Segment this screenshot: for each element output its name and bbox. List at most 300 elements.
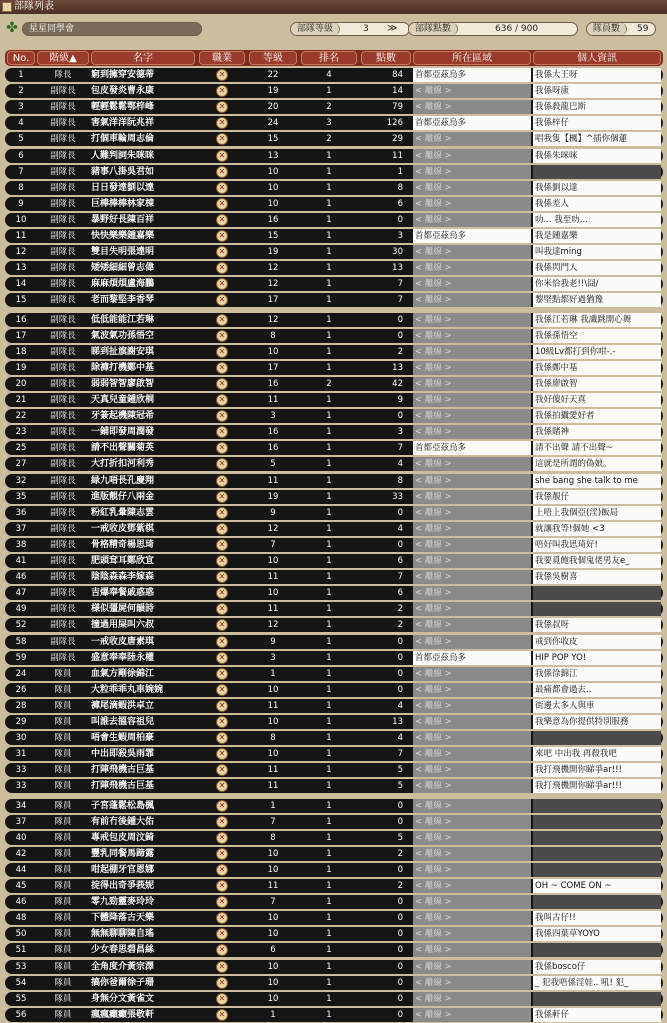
crossed-swords-icon: ✕ [216, 523, 228, 535]
row-info: 我係朱咪咪 [533, 149, 661, 163]
row-job [199, 68, 245, 82]
row-level: 8 [270, 330, 276, 341]
row-name: 請不出聲關菊英 [91, 443, 155, 454]
row-area: < 離線 > [413, 799, 531, 813]
table-row[interactable] [5, 313, 663, 327]
row-level: 15 [267, 231, 279, 241]
row-no: 29 [15, 717, 27, 727]
row-ranking: 1 [326, 314, 332, 325]
table-row[interactable] [5, 651, 663, 665]
header-no[interactable]: No. [7, 51, 35, 65]
row-info: 我樂意為你提供特別服務 [533, 715, 661, 729]
crossed-swords-icon: ✕ [216, 848, 228, 860]
table-row[interactable] [5, 715, 663, 729]
table-row[interactable] [5, 149, 663, 163]
crossed-swords-icon: ✕ [216, 571, 228, 583]
row-area: < 離線 > [413, 361, 531, 375]
row-job [199, 490, 245, 504]
table-row[interactable] [5, 116, 663, 130]
row-name: 中出即殺吳雨霏 [91, 749, 155, 760]
row-area: < 離線 > [413, 667, 531, 681]
table-row[interactable] [5, 329, 663, 343]
table-row[interactable] [5, 181, 663, 195]
row-points: 0 [397, 411, 403, 422]
row-points: 14 [392, 86, 403, 97]
row-points: 0 [397, 684, 403, 695]
row-level: 10 [267, 717, 279, 727]
row-info [533, 943, 661, 957]
table-row[interactable] [5, 345, 663, 359]
row-ranking: 2 [326, 102, 332, 113]
row-area: < 離線 > [413, 84, 531, 98]
table-row[interactable] [5, 425, 663, 439]
table-row[interactable] [5, 570, 663, 584]
row-no: 41 [15, 556, 27, 566]
table-row[interactable] [5, 165, 663, 179]
crossed-swords-icon: ✕ [216, 668, 228, 680]
row-level: 12 [267, 523, 279, 534]
table-row[interactable] [5, 992, 663, 1006]
row-info: 我係吳樹喜 [533, 570, 661, 584]
table-row[interactable] [5, 815, 663, 829]
row-no: 4 [18, 118, 24, 129]
row-area: < 離線 > [413, 602, 531, 616]
header-rank[interactable]: 階級▲ [37, 51, 89, 65]
row-level: 10 [267, 182, 279, 193]
row-name: 包皮發炎曹永康 [91, 86, 155, 97]
row-level: 12 [267, 263, 279, 274]
table-row[interactable] [5, 441, 663, 455]
table-row[interactable] [5, 586, 663, 600]
row-area: < 離線 > [413, 895, 531, 909]
leaf-icon: ✤ [6, 20, 18, 36]
row-points: 8 [397, 182, 403, 193]
row-info [533, 992, 661, 1006]
row-name: 一戒收皮鄧紫棋 [91, 523, 155, 534]
row-area: < 離線 > [413, 943, 531, 957]
row-ranking: 4 [326, 70, 332, 80]
row-no: 37 [15, 816, 27, 827]
row-job [199, 715, 245, 729]
row-info: 最痛都會過去.. [533, 683, 661, 697]
row-level: 10 [267, 749, 279, 760]
row-info [533, 895, 661, 909]
row-rank: 隊員 [54, 848, 72, 859]
row-ranking: 1 [326, 279, 332, 290]
crossed-swords-icon: ✕ [216, 832, 228, 844]
row-name: 打陣飛機古巨基 [91, 765, 155, 776]
row-name: 子宮蓬鬆松島楓 [91, 800, 155, 811]
row-job [199, 277, 245, 291]
table-row[interactable] [5, 683, 663, 697]
row-job [199, 313, 245, 327]
row-job [199, 847, 245, 861]
crossed-swords-icon: ✕ [216, 214, 228, 226]
table-row[interactable] [5, 457, 663, 471]
table-row[interactable] [5, 84, 663, 98]
table-row[interactable] [5, 927, 663, 941]
row-name: 少女春思碧昌絲 [91, 945, 155, 956]
row-rank: 副隊長 [50, 166, 76, 177]
row-name: 零九勁靈麥玲玲 [91, 897, 155, 908]
row-name: 粉紅乳暈陳志雲 [91, 507, 155, 518]
crossed-swords-icon: ✕ [216, 166, 228, 178]
crossed-swords-icon: ✕ [216, 944, 228, 956]
row-info: 我係差人 [533, 197, 661, 211]
row-info: 黎堅點都好過猶豫 [533, 293, 661, 307]
crossed-swords-icon: ✕ [216, 748, 228, 760]
row-area: < 離線 > [413, 554, 531, 568]
row-name: 雙目失明張達明 [91, 247, 155, 258]
row-area: < 離線 > [413, 377, 531, 391]
row-points: 84 [392, 70, 403, 80]
row-job [199, 927, 245, 941]
row-name: 窮到擁穿安德蒂 [91, 70, 155, 80]
row-no: 44 [15, 864, 27, 875]
row-ranking: 1 [326, 800, 332, 811]
row-level: 11 [267, 765, 279, 776]
table-row[interactable] [5, 132, 663, 146]
row-info: 10級Lv都打到你咁-.- [533, 345, 661, 359]
row-level: 1 [270, 1009, 276, 1020]
row-area: < 離線 > [413, 635, 531, 649]
row-points: 2 [397, 881, 403, 891]
row-rank: 副隊長 [50, 636, 76, 647]
row-job [199, 116, 245, 130]
table-row[interactable] [5, 911, 663, 925]
row-job [199, 667, 245, 681]
table-row[interactable] [5, 522, 663, 536]
table-row[interactable] [5, 261, 663, 275]
row-points: 0 [397, 636, 403, 647]
row-ranking: 1 [326, 247, 332, 258]
row-ranking: 1 [326, 961, 332, 972]
table-row[interactable] [5, 490, 663, 504]
window-title: 部隊列表 [14, 1, 54, 12]
row-level: 5 [270, 459, 276, 470]
table-row[interactable] [5, 847, 663, 861]
row-area: < 離線 > [413, 293, 531, 307]
row-info: 我係梓仔 [533, 116, 661, 130]
row-name: 害氣洋洋阮兆祥 [91, 118, 155, 129]
table-row[interactable] [5, 976, 663, 990]
row-points: 9 [397, 395, 403, 405]
row-job [199, 618, 245, 632]
crossed-swords-icon: ✕ [216, 69, 228, 81]
table-row[interactable] [5, 879, 663, 893]
row-info: 我係大王呀 [533, 68, 661, 82]
row-info: 我係殺龍巴斯 [533, 100, 661, 114]
row-name: 肥頭耷耳鄭欣宜 [91, 556, 155, 566]
row-job [199, 602, 245, 616]
table-row[interactable] [5, 747, 663, 761]
table-row[interactable] [5, 393, 663, 407]
row-rank: 副隊長 [50, 263, 76, 274]
row-ranking: 1 [326, 749, 332, 760]
row-area: 首都亞茲烏多 [413, 651, 531, 665]
row-name: 全角度介黃宗澤 [91, 961, 155, 972]
table-row[interactable] [5, 197, 663, 211]
row-ranking: 1 [326, 395, 332, 405]
row-info [533, 831, 661, 845]
crossed-swords-icon: ✕ [216, 378, 228, 390]
row-area: < 離線 > [413, 313, 531, 327]
row-ranking: 1 [326, 263, 332, 274]
table-row[interactable] [5, 100, 663, 114]
row-level: 9 [270, 507, 276, 518]
row-level: 8 [270, 733, 276, 744]
table-row[interactable] [5, 895, 663, 909]
table-row[interactable] [5, 277, 663, 291]
row-no: 11 [15, 231, 27, 241]
row-level: 6 [270, 945, 276, 956]
row-points: 5 [397, 765, 403, 776]
row-points: 7 [397, 443, 403, 454]
row-area: < 離線 > [413, 1008, 531, 1022]
row-job [199, 197, 245, 211]
row-area: < 離線 > [413, 474, 531, 488]
header-job[interactable]: 職業 [199, 51, 245, 65]
table-row[interactable] [5, 699, 663, 713]
row-name: 褲尾滴蝦洪卓立 [91, 700, 155, 711]
row-ranking: 1 [326, 166, 332, 177]
table-row[interactable] [5, 245, 663, 259]
row-info: 這就是所謂的偽娘。 [533, 457, 661, 471]
row-area: < 離線 > [413, 149, 531, 163]
row-info: 來吧 中出我 再殺我吧 [533, 747, 661, 761]
row-rank: 副隊長 [50, 378, 76, 389]
row-level: 7 [270, 897, 276, 908]
row-rank: 隊員 [54, 897, 72, 908]
row-ranking: 1 [326, 604, 332, 615]
row-points: 3 [397, 231, 403, 241]
crossed-swords-icon: ✕ [216, 961, 228, 973]
row-name: 天真兒童鍾欣桐 [91, 395, 155, 405]
row-no: 45 [15, 881, 27, 891]
row-no: 1 [18, 70, 24, 80]
row-area: < 離線 > [413, 538, 531, 552]
squad-name-field [22, 22, 202, 36]
row-area: < 離線 > [413, 457, 531, 471]
row-job [199, 763, 245, 777]
row-level: 11 [267, 475, 279, 486]
row-name: 大打折扣河利秀 [91, 459, 155, 470]
row-no: 52 [15, 620, 27, 631]
table-row[interactable] [5, 1008, 663, 1022]
row-no: 13 [15, 263, 27, 274]
row-job [199, 635, 245, 649]
row-ranking: 1 [326, 765, 332, 776]
row-job [199, 522, 245, 536]
row-name: 巨棒棒棒林家棟 [91, 198, 155, 209]
row-area: < 離線 > [413, 213, 531, 227]
crossed-swords-icon: ✕ [216, 394, 228, 406]
table-row[interactable] [5, 779, 663, 793]
table-row[interactable] [5, 863, 663, 877]
table-row[interactable] [5, 361, 663, 375]
member-count-field [586, 22, 656, 36]
crossed-swords-icon: ✕ [216, 182, 228, 194]
table-row[interactable] [5, 831, 663, 845]
table-row[interactable] [5, 538, 663, 552]
row-info: 唱我隻【楓】^插你個蓮 [533, 132, 661, 146]
row-info: 我係江若琳 我識跳開心舞 [533, 313, 661, 327]
row-info [533, 847, 661, 861]
row-level: 11 [267, 572, 279, 583]
table-row[interactable] [5, 293, 663, 307]
row-rank: 副隊長 [50, 150, 76, 161]
row-ranking: 1 [326, 816, 332, 827]
squad-points-field [408, 22, 578, 36]
row-ranking: 1 [326, 150, 332, 161]
chevron-down-icon[interactable]: ≫ [387, 23, 398, 34]
row-level: 16 [267, 378, 279, 389]
row-info: 我係賭神 [533, 425, 661, 439]
row-area: < 離線 > [413, 683, 531, 697]
row-job [199, 293, 245, 307]
table-row[interactable] [5, 554, 663, 568]
crossed-swords-icon: ✕ [216, 636, 228, 648]
row-rank: 副隊長 [50, 443, 76, 454]
row-area: < 離線 > [413, 731, 531, 745]
row-rank: 隊員 [54, 961, 72, 972]
row-rank: 隊員 [54, 816, 72, 827]
row-ranking: 1 [326, 733, 332, 744]
row-no: 15 [15, 295, 27, 306]
row-rank: 隊員 [54, 945, 72, 956]
table-row[interactable] [5, 229, 663, 243]
row-no: 34 [15, 800, 27, 811]
row-ranking: 1 [326, 977, 332, 988]
crossed-swords-icon: ✕ [216, 198, 228, 210]
row-rank: 副隊長 [50, 539, 76, 550]
header-points[interactable]: 點數 [361, 51, 411, 65]
row-rank: 副隊長 [50, 198, 76, 209]
row-no: 33 [15, 765, 27, 776]
row-ranking: 1 [326, 864, 332, 875]
row-ranking: 1 [326, 182, 332, 193]
row-job [199, 831, 245, 845]
row-level: 19 [267, 247, 279, 258]
table-row[interactable] [5, 943, 663, 957]
row-ranking: 1 [326, 668, 332, 679]
row-job [199, 895, 245, 909]
row-info [533, 863, 661, 877]
row-points: 0 [397, 913, 403, 924]
row-ranking: 1 [326, 459, 332, 470]
crossed-swords-icon: ✕ [216, 246, 228, 258]
row-job [199, 361, 245, 375]
row-level: 20 [267, 102, 279, 113]
row-no: 47 [15, 588, 27, 599]
header-info[interactable]: 個人資訊 [533, 51, 661, 65]
row-ranking: 1 [326, 684, 332, 695]
crossed-swords-icon: ✕ [216, 603, 228, 615]
table-row[interactable] [5, 799, 663, 813]
table-row[interactable] [5, 667, 663, 681]
row-info: 我係軒仔 [533, 1008, 661, 1022]
table-row[interactable] [5, 602, 663, 616]
row-ranking: 1 [326, 717, 332, 727]
header-area[interactable]: 所在區域 [413, 51, 531, 65]
table-row[interactable] [5, 960, 663, 974]
row-rank: 副隊長 [50, 652, 76, 663]
row-info: 我要覓飽我個鬼佬男友e_ [533, 554, 661, 568]
row-info: 我打飛機開你睇爭ar!!! [533, 779, 661, 793]
table-row[interactable] [5, 506, 663, 520]
row-name: 輕輕鬆鬆鄂梓峰 [91, 102, 155, 113]
row-ranking: 1 [326, 231, 332, 241]
row-rank: 副隊長 [50, 247, 76, 258]
row-area: < 離線 > [413, 715, 531, 729]
row-job [199, 538, 245, 552]
row-level: 7 [270, 539, 276, 550]
row-rank: 副隊長 [50, 86, 76, 97]
row-ranking: 2 [326, 134, 332, 145]
row-rank: 副隊長 [50, 295, 76, 306]
row-rank: 隊員 [54, 800, 72, 811]
row-name: 無無聊聊陳自瑤 [91, 929, 155, 940]
row-points: 13 [392, 263, 403, 274]
table-row[interactable] [5, 763, 663, 777]
row-ranking: 1 [326, 443, 332, 454]
row-job [199, 181, 245, 195]
row-job [199, 747, 245, 761]
header-ranking[interactable]: 排名 [301, 51, 357, 65]
row-level: 11 [267, 781, 279, 792]
row-rank: 副隊長 [50, 330, 76, 341]
row-points: 4 [397, 523, 403, 534]
row-rank: 隊員 [54, 717, 72, 727]
crossed-swords-icon: ✕ [216, 133, 228, 145]
header-name[interactable]: 名字 [91, 51, 195, 65]
row-info [533, 731, 661, 745]
table-row[interactable] [5, 731, 663, 745]
row-level: 10 [267, 977, 279, 988]
row-name: 豐乳同餐馬蹄露 [91, 848, 155, 859]
row-points: 0 [397, 945, 403, 956]
row-rank: 隊員 [54, 913, 72, 924]
row-job [199, 329, 245, 343]
row-job [199, 377, 245, 391]
row-no: 25 [15, 443, 27, 454]
table-row[interactable] [5, 618, 663, 632]
row-points: 0 [397, 314, 403, 325]
row-rank: 副隊長 [50, 118, 76, 129]
row-level: 10 [267, 198, 279, 209]
row-info [533, 586, 661, 600]
row-level: 1 [270, 668, 276, 679]
row-ranking: 1 [326, 556, 332, 566]
table-row[interactable] [5, 409, 663, 423]
table-row[interactable] [5, 377, 663, 391]
header-level[interactable]: 等級 [249, 51, 297, 65]
table-row[interactable] [5, 213, 663, 227]
row-area: < 離線 > [413, 245, 531, 259]
table-row[interactable] [5, 68, 663, 82]
row-name: 叫誰去搵容祖兒 [91, 717, 155, 727]
row-no: 53 [15, 961, 27, 972]
table-row[interactable] [5, 635, 663, 649]
row-name: 麻麻煩煩盧海鵬 [91, 279, 155, 290]
row-no: 35 [15, 491, 27, 502]
row-level: 10 [267, 848, 279, 859]
table-row[interactable] [5, 474, 663, 488]
row-name: 快快樂樂鍾嘉樂 [91, 231, 155, 241]
row-points: 42 [392, 378, 403, 389]
row-area: < 離線 > [413, 490, 531, 504]
row-rank: 副隊長 [50, 279, 76, 290]
